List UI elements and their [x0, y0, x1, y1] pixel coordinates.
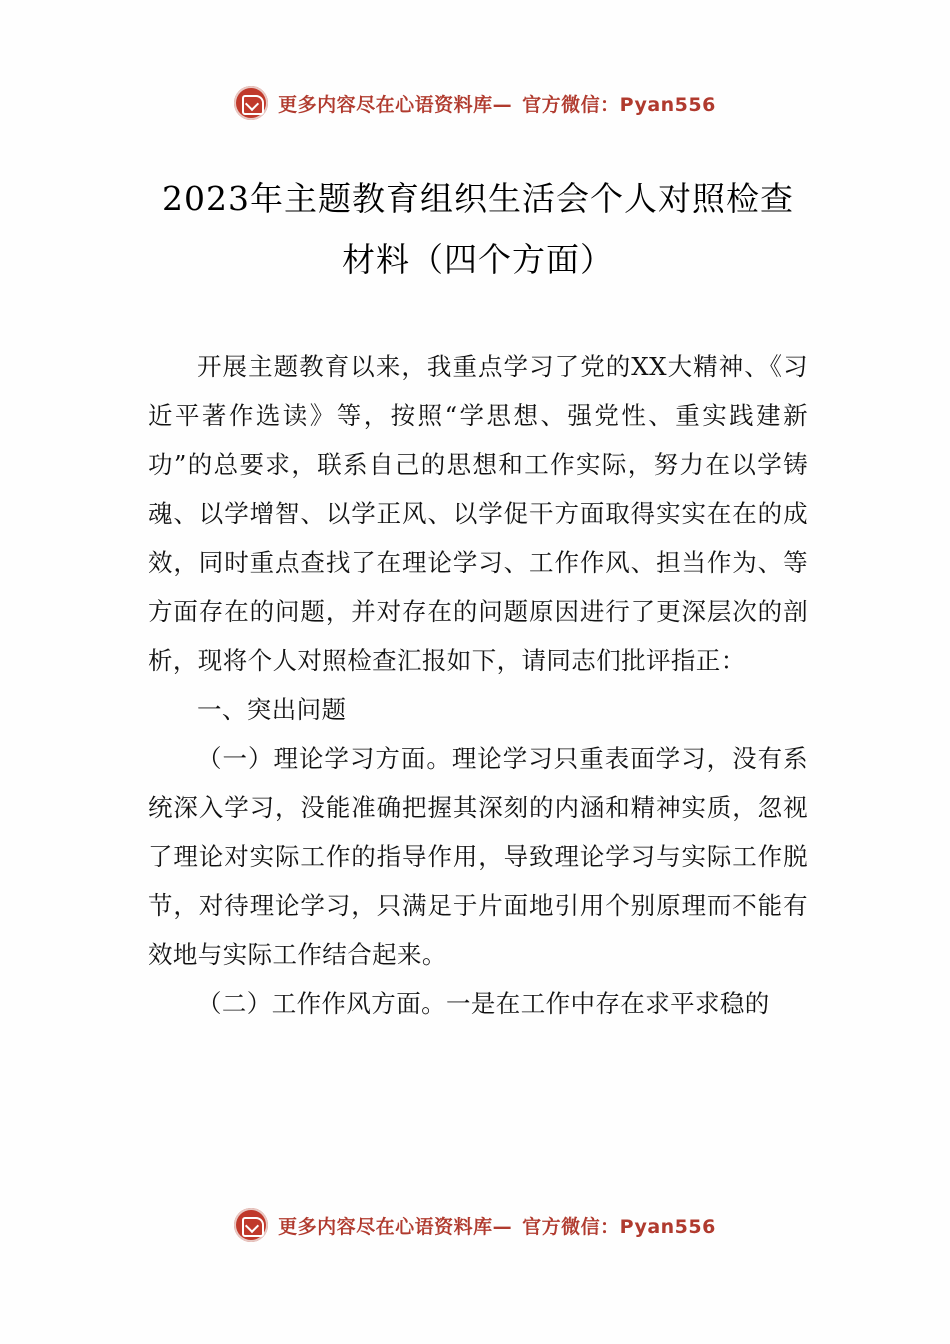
paragraph: 开展主题教育以来，我重点学习了党的XX大精神、《习近平著作选读》等，按照“学思想、强党性、重实践建新功”的总要求，联系自己的思想和工作实际，努力在以学铸魂、以学增智、以学正风、以学促干方面取得实实在在的成效，同时重点查找了在理论学习、工作作风、担当作为、等方面存在的问题，并对存在的问题原因进行了更深层次的剖析，现将个人对照检查汇报如下，请同志们批评指正：: [148, 352, 808, 676]
paragraph: （一）理论学习方面。理论学习只重表面学习，没有系统深入学习，没能准确把握其深刻的内涵和精神实质，忽视了理论对实际工作的指导作用，导致理论学习与实际工作脱节，对待理论学习，只满足于片面地引用个别原理而不能有效地与实际工作结合起来。: [148, 744, 808, 970]
book-circle-logo-icon: [234, 86, 268, 120]
page-title-line-2: 材料（四个方面）: [342, 240, 614, 280]
watermark-wechat: 官方微信：Pyan556: [522, 93, 716, 116]
watermark-text: 更多内容尽在心语资料库—: [278, 1215, 513, 1238]
watermark-wechat: 官方微信：Pyan556: [522, 1215, 716, 1238]
section-heading: 一、突出问题: [197, 695, 347, 725]
document-content: [148, 168, 808, 1028]
page-title: [148, 168, 808, 290]
paragraph: （二）工作作风方面。一是在工作中存在求平求稳的: [197, 989, 770, 1019]
book-circle-logo-icon: [234, 1208, 268, 1242]
watermark-text: 更多内容尽在心语资料库—: [278, 93, 513, 116]
page-title-line-1: 2023年主题教育组织生活会个人对照检查: [162, 179, 794, 218]
watermark-banner-bottom: [0, 1208, 950, 1242]
watermark-banner-top: [0, 86, 950, 120]
document-body: [148, 342, 808, 1028]
